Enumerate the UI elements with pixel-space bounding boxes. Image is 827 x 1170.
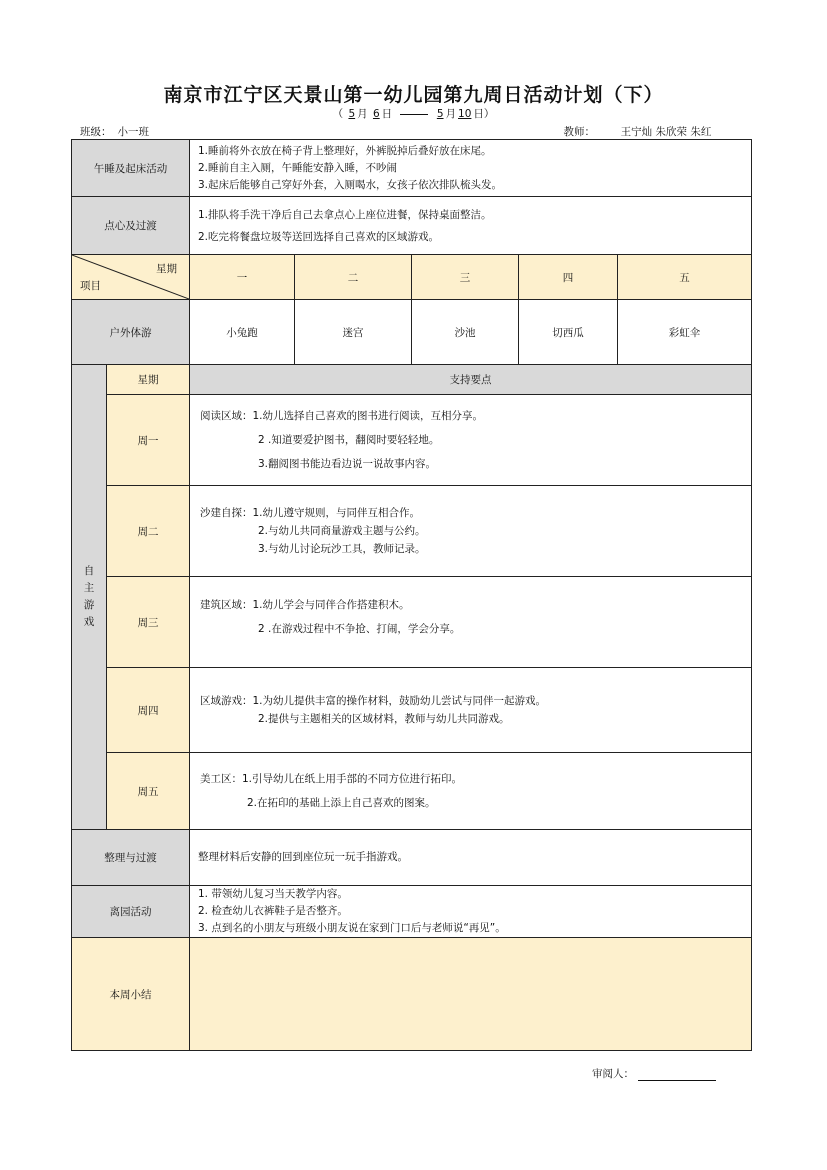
leave-line: 2. 检查幼儿衣裤鞋子是否整齐。 [198,905,348,917]
free-play-row-tue [72,486,752,577]
reviewer [592,1066,716,1081]
outdoor-row [72,300,752,365]
point-line: 建筑区域：1.幼儿学会与同伴合作搭建积木。 [200,599,410,611]
weekday-tue: 二 [295,255,412,300]
snack-line: 1.排队将手洗干净后自己去拿点心上座位进餐，保持桌面整洁。 [198,208,492,221]
free-play-row-fri [72,753,752,830]
snack-line: 2.吃完将餐盘垃圾等送回选择自己喜欢的区域游戏。 [198,230,440,243]
activity-plan-table [71,139,752,1051]
free-play-points [190,395,752,486]
free-play-points [190,753,752,830]
free-play-day: 周四 [107,668,190,753]
free-play-points-header: 支持要点 [190,365,752,395]
class-value: 小一班 [112,124,184,140]
free-play-day: 周一 [107,395,190,486]
page-title: 南京市江宁区天景山第一幼儿园第九周日活动计划（下） [163,84,664,106]
point-line: 3.翻阅图书能边看边说一说故事内容。 [258,458,437,470]
outdoor-game-thu: 切西瓜 [519,300,618,365]
start-month-label: 月 [357,108,368,120]
date-close-paren: ） [483,108,495,120]
free-play-points [190,577,752,668]
outdoor-game-tue: 迷宫 [295,300,412,365]
free-play-day-header: 星期 [107,365,190,395]
point-line: 2 .在游戏过程中不争抢、打闹，学会分享。 [258,623,461,635]
weekday-wed: 三 [412,255,519,300]
outdoor-game-mon: 小兔跑 [190,300,295,365]
nap-content [190,140,752,197]
point-line: 区域游戏：1.为幼儿提供丰富的操作材料，鼓励幼儿尝试与同伴一起游戏。 [200,695,547,707]
leave-row [72,886,752,938]
week-day-label: 星期 [156,263,177,275]
start-month: 5 [348,108,356,120]
end-day: 10 [458,108,472,120]
point-line: 3.与幼儿讨论玩沙工具，教师记录。 [258,543,426,555]
free-play-label [72,365,107,830]
weekday-mon: 一 [190,255,295,300]
leave-label: 离园活动 [72,886,190,938]
point-line: 2.在拓印的基础上添上自己喜欢的图案。 [247,797,436,809]
class-info [80,124,184,140]
point-line: 2.与幼儿共同商量游戏主题与公约。 [258,525,426,537]
snack-row [72,197,752,255]
start-day-label: 日 [381,108,393,120]
end-day-label: 日 [473,108,484,120]
nap-label: 午睡及起床活动 [72,140,190,197]
date-open-paren: （ [332,108,344,120]
end-month: 5 [436,108,444,120]
week-header-row [72,255,752,300]
snack-label: 点心及过渡 [72,197,190,255]
class-label: 班级： [80,126,112,138]
free-play-day: 周二 [107,486,190,577]
free-play-points [190,668,752,753]
free-play-header-row [72,365,752,395]
free-play-row-thu [72,668,752,753]
summary-content[interactable] [190,938,752,1051]
leave-line: 1. 带领幼儿复习当天教学内容。 [198,888,348,900]
summary-label: 本周小结 [72,938,190,1051]
week-header-diagonal [72,255,190,300]
nap-line: 3.起床后能够自己穿好外套，入厕喝水，女孩子依次排队梳头发。 [198,178,503,191]
free-play-label-text [72,563,106,631]
nap-row [72,140,752,197]
outdoor-game-fri: 彩虹伞 [618,300,752,365]
tidy-label: 整理与过渡 [72,830,190,886]
weekday-thu: 四 [519,255,618,300]
reviewer-label: 审阅人： [592,1068,634,1080]
free-play-label-vertical: 自主游戏 [83,565,95,628]
outdoor-game-wed: 沙池 [412,300,519,365]
week-item-label: 项目 [80,280,101,292]
free-play-row-mon [72,395,752,486]
point-line: 美工区：1.引导幼儿在纸上用手部的不同方位进行拓印。 [200,773,463,785]
start-day: 6 [372,108,380,120]
point-line: 沙建自探：1.幼儿遵守规则，与同伴互相合作。 [200,507,421,519]
leave-content [190,886,752,938]
teacher-info [564,124,736,140]
tidy-content: 整理材料后安静的回到座位玩一玩手指游戏。 [190,830,752,886]
nap-line: 1.睡前将外衣放在椅子背上整理好，外裤脱掉后叠好放在床尾。 [198,144,492,157]
weekday-fri: 五 [618,255,752,300]
reviewer-signature-line[interactable] [638,1068,716,1081]
point-line: 阅读区域：1.幼儿选择自己喜欢的图书进行阅读，互相分享。 [200,410,484,422]
free-play-points [190,486,752,577]
point-line: 2.提供与主题相关的区域材料，教师与幼儿共同游戏。 [258,713,510,725]
point-line: 2 .知道要爱护图书，翻阅时要轻轻地。 [258,434,440,446]
outdoor-label: 户外体游 [72,300,190,365]
tidy-row [72,830,752,886]
free-play-day: 周三 [107,577,190,668]
teacher-label: 教师： [563,126,595,138]
snack-content [190,197,752,255]
free-play-row-wed [72,577,752,668]
leave-line: 3. 点到名的小朋友与班级小朋友说在家到门口后与老师说“再见”。 [198,922,506,934]
end-month-label: 月 [445,108,457,120]
date-range [0,106,827,121]
teacher-value: 王宁灿 朱欣荣 朱红 [595,124,735,140]
date-dash [400,114,428,115]
summary-row [72,938,752,1051]
free-play-day: 周五 [107,753,190,830]
nap-line: 2.睡前自主入厕，午睡能安静入睡，不吵闹 [198,161,398,174]
